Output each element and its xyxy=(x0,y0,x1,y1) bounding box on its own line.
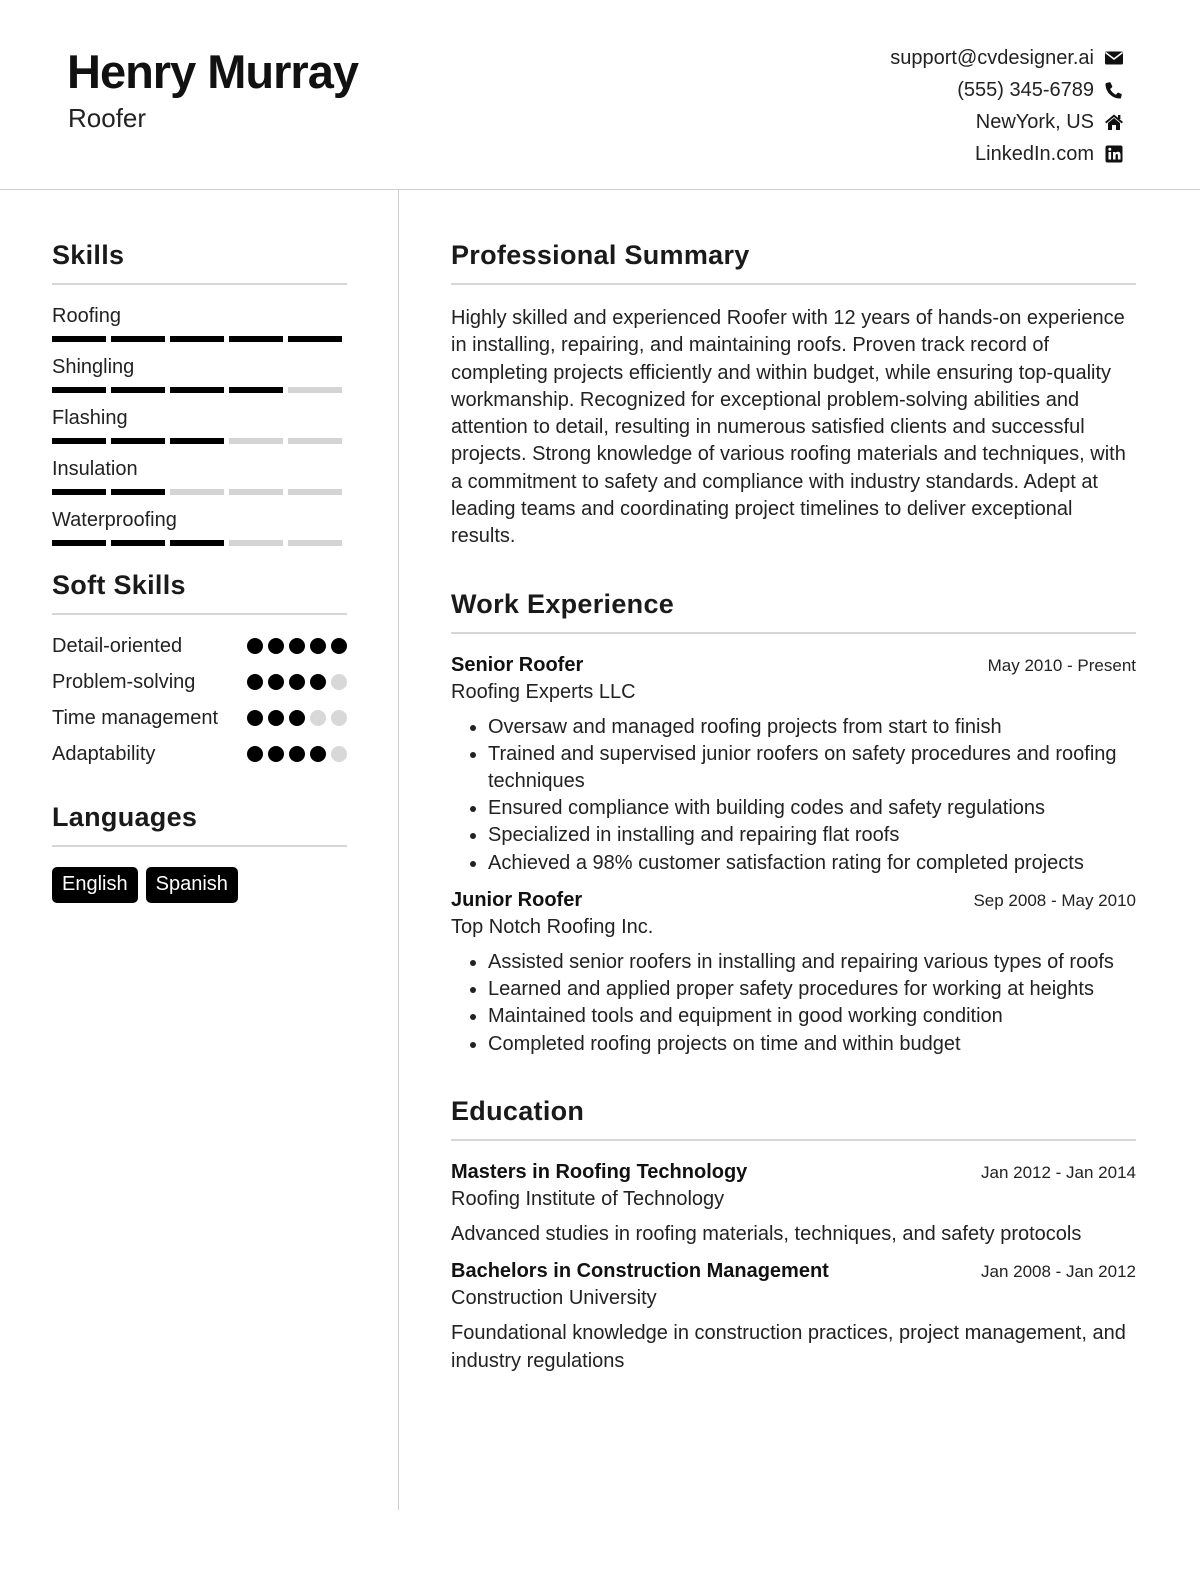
contact-list xyxy=(890,42,1124,170)
rating-dot xyxy=(310,710,326,726)
skill-name: Shingling xyxy=(52,356,135,378)
skill-name: Waterproofing xyxy=(52,509,177,531)
job-company: Top Notch Roofing Inc. xyxy=(451,915,654,938)
rating-dot xyxy=(268,674,284,690)
skill-level-segment xyxy=(52,336,106,342)
job-bullets xyxy=(451,949,1136,1058)
skill-name: Flashing xyxy=(52,407,128,429)
job-header xyxy=(451,889,1136,912)
job-role: Senior Roofer xyxy=(451,653,584,676)
job-bullet: • Specialized in installing and repairing flat roofs xyxy=(488,822,1136,849)
education-header xyxy=(451,1161,1136,1184)
soft-skill-rating xyxy=(247,741,347,762)
job-bullet: • Oversaw and managed roofing projects from start to finish xyxy=(488,714,1136,741)
rating-dot xyxy=(268,746,284,762)
education-dates: Jan 2008 - Jan 2012 xyxy=(980,1261,1136,1281)
soft-skill-rating xyxy=(247,669,347,690)
languages-section xyxy=(52,802,347,903)
right-column xyxy=(451,240,1136,1375)
summary-text: Highly skilled and experienced Roofer with 12 years of hands-on experience in installing, repairing, and maintaining roofs. Proven track record of completing projects efficiently and within budget, while ensuring top-quality workmanship. Recognized for exceptional problem-solving abilities and attention to detail, resulting in numerous satisfied clients and successful projects. Strong knowledge of various roofing materials and techniques, with a commitment to safety and compliance with industry standards. Adept at leading teams and coordinating project timelines to deliver exceptional results. xyxy=(451,307,1126,548)
job-dates: Sep 2008 - May 2010 xyxy=(973,890,1136,910)
skill-item xyxy=(52,407,347,444)
rating-dot xyxy=(289,746,305,762)
job-bullet: • Trained and supervised junior roofers on safety procedures and roofing techniques xyxy=(488,741,1136,795)
soft-skill-name: Problem-solving xyxy=(52,671,196,693)
job-bullet: • Ensured compliance with building codes and safety regulations xyxy=(488,795,1136,822)
skill-level-bar xyxy=(52,489,347,495)
skills-section xyxy=(52,240,347,546)
skill-level-segment xyxy=(170,438,224,444)
skill-level-segment xyxy=(229,489,283,495)
education-header xyxy=(451,1260,1136,1283)
skill-level-segment xyxy=(111,438,165,444)
language-badge: English xyxy=(52,867,138,903)
education-list xyxy=(451,1161,1136,1375)
education-degree: Bachelors in Construction Management xyxy=(451,1259,829,1282)
rating-dot xyxy=(268,710,284,726)
job-bullet: • Completed roofing projects on time and within budget xyxy=(488,1031,1136,1058)
education-entry xyxy=(451,1161,1136,1248)
skill-name: Insulation xyxy=(52,458,138,480)
skill-item xyxy=(52,356,347,393)
soft-skills-section xyxy=(52,570,347,768)
skill-level-segment xyxy=(229,336,283,342)
rating-dot xyxy=(310,674,326,690)
skill-level-segment xyxy=(111,387,165,393)
rating-dot xyxy=(247,674,263,690)
contact-email-text[interactable]: support@cvdesigner.ai xyxy=(890,46,1094,69)
skill-level-bar xyxy=(52,540,347,546)
education-dates: Jan 2012 - Jan 2014 xyxy=(980,1162,1136,1182)
soft-skills-heading: Soft Skills xyxy=(52,570,347,615)
soft-skill-name: Time management xyxy=(52,707,218,729)
skill-level-segment xyxy=(111,336,165,342)
education-degree: Masters in Roofing Technology xyxy=(451,1160,748,1183)
summary-heading: Professional Summary xyxy=(451,240,1136,285)
skill-level-bar xyxy=(52,387,347,393)
education-entry xyxy=(451,1260,1136,1375)
job-bullet: • Maintained tools and equipment in good working condition xyxy=(488,1003,1136,1030)
rating-dot xyxy=(247,638,263,654)
skill-level-bar xyxy=(52,336,347,342)
job-entry xyxy=(451,889,1136,1058)
rating-dot xyxy=(310,746,326,762)
rating-dot xyxy=(331,674,347,690)
skill-level-segment xyxy=(229,438,283,444)
rating-dot xyxy=(268,638,284,654)
skill-name: Roofing xyxy=(52,305,121,327)
rating-dot xyxy=(247,746,263,762)
skill-level-segment xyxy=(52,489,106,495)
soft-skill-item xyxy=(52,705,347,732)
rating-dot xyxy=(247,710,263,726)
contact-phone-text[interactable]: (555) 345-6789 xyxy=(957,78,1094,101)
resume-header xyxy=(0,0,1200,190)
phone-icon xyxy=(1104,80,1124,100)
soft-skill-list xyxy=(52,615,347,768)
skill-level-segment xyxy=(170,540,224,546)
job-entry xyxy=(451,654,1136,877)
skill-level-segment xyxy=(52,438,106,444)
skill-level-segment xyxy=(288,489,342,495)
soft-skill-rating xyxy=(247,705,347,726)
job-bullet: • Learned and applied proper safety procedures for working at heights xyxy=(488,976,1136,1003)
contact-linkedin[interactable] xyxy=(890,138,1124,170)
left-column xyxy=(52,240,347,903)
skill-level-segment xyxy=(288,540,342,546)
rating-dot xyxy=(331,710,347,726)
language-badge: Spanish xyxy=(146,867,238,903)
soft-skill-item xyxy=(52,669,347,696)
job-bullet: • Achieved a 98% customer satisfaction rating for completed projects xyxy=(488,850,1136,877)
experience-heading: Work Experience xyxy=(451,589,1136,634)
soft-skill-item xyxy=(52,741,347,768)
rating-dot xyxy=(310,638,326,654)
education-school: Roofing Institute of Technology xyxy=(451,1187,725,1210)
rating-dot xyxy=(331,638,347,654)
rating-dot xyxy=(289,638,305,654)
rating-dot xyxy=(289,710,305,726)
skills-heading: Skills xyxy=(52,240,347,285)
soft-skill-name: Detail-oriented xyxy=(52,635,183,657)
contact-email[interactable] xyxy=(890,42,1124,74)
linkedin-icon xyxy=(1104,144,1124,164)
contact-location xyxy=(890,106,1124,138)
job-bullets xyxy=(451,714,1136,877)
soft-skill-rating xyxy=(247,633,347,654)
contact-location-text: NewYork, US xyxy=(975,110,1094,133)
skill-level-segment xyxy=(229,540,283,546)
job-header xyxy=(451,654,1136,677)
job-list xyxy=(451,654,1136,1058)
skill-level-segment xyxy=(52,387,106,393)
education-description: Foundational knowledge in construction practices, project management, and industry regulations xyxy=(451,1321,1126,1372)
education-school: Construction University xyxy=(451,1286,657,1309)
skill-list xyxy=(52,285,347,546)
skill-level-segment xyxy=(52,540,106,546)
skill-level-segment xyxy=(288,438,342,444)
candidate-name: Henry Murray xyxy=(67,45,358,98)
job-dates: May 2010 - Present xyxy=(987,655,1136,675)
skill-level-bar xyxy=(52,438,347,444)
rating-dot xyxy=(289,674,305,690)
soft-skill-name: Adaptability xyxy=(52,743,156,765)
job-role: Junior Roofer xyxy=(451,888,583,911)
skill-item xyxy=(52,305,347,342)
summary-section xyxy=(451,240,1136,551)
language-list xyxy=(52,847,347,903)
skill-level-segment xyxy=(111,540,165,546)
skill-item xyxy=(52,458,347,495)
rating-dot xyxy=(331,746,347,762)
job-company: Roofing Experts LLC xyxy=(451,680,636,703)
job-bullet: • Assisted senior roofers in installing and repairing various types of roofs xyxy=(488,949,1136,976)
languages-heading: Languages xyxy=(52,802,347,847)
contact-linkedin-text[interactable]: LinkedIn.com xyxy=(975,142,1094,165)
experience-section xyxy=(451,589,1136,1058)
skill-level-segment xyxy=(288,387,342,393)
skill-level-segment xyxy=(229,387,283,393)
column-divider xyxy=(398,190,399,1510)
education-heading: Education xyxy=(451,1096,1136,1141)
skill-level-segment xyxy=(170,489,224,495)
education-description: Advanced studies in roofing materials, techniques, and safety protocols xyxy=(451,1222,1082,1245)
education-section xyxy=(451,1096,1136,1375)
skill-item xyxy=(52,509,347,546)
candidate-title: Roofer xyxy=(68,103,147,133)
home-icon xyxy=(1104,112,1124,132)
skill-level-segment xyxy=(288,336,342,342)
skill-level-segment xyxy=(170,336,224,342)
contact-phone[interactable] xyxy=(890,74,1124,106)
skill-level-segment xyxy=(111,489,165,495)
skill-level-segment xyxy=(170,387,224,393)
envelope-icon xyxy=(1104,48,1124,68)
soft-skill-item xyxy=(52,633,347,660)
